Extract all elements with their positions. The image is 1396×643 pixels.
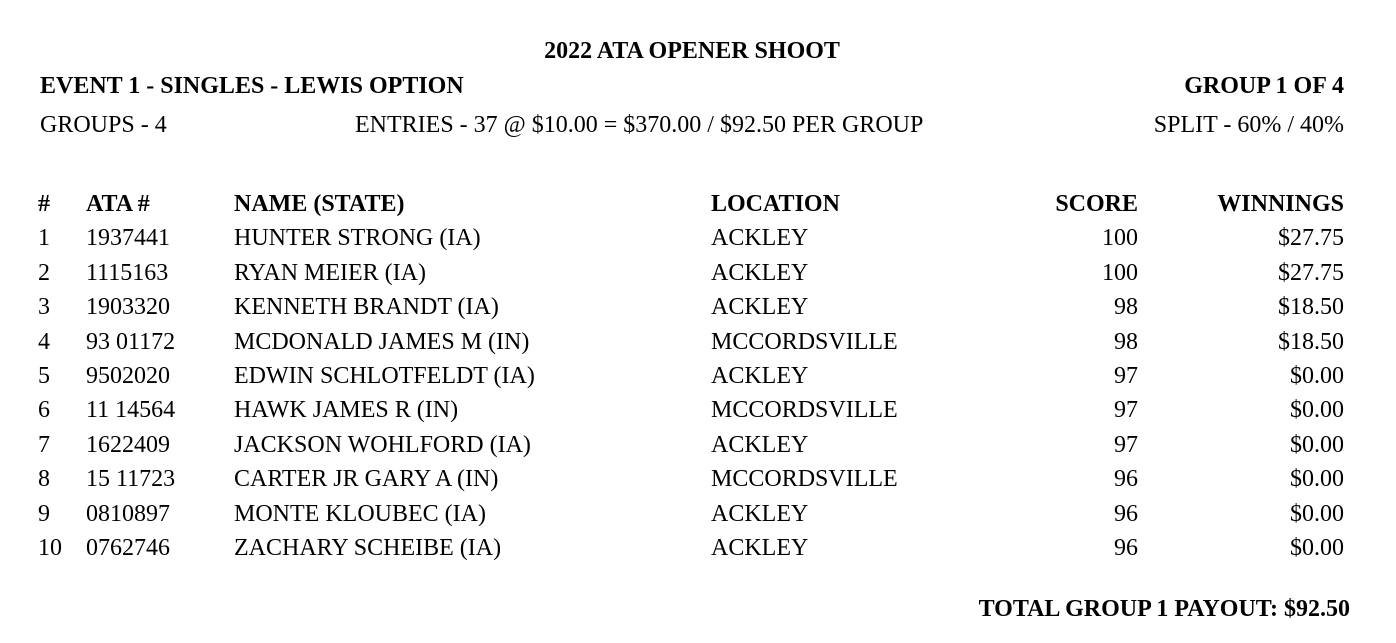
row-winnings: $0.00	[1290, 432, 1344, 458]
row-winnings: $0.00	[1290, 363, 1344, 389]
row-score: 98	[1114, 294, 1138, 320]
row-rank: 1	[38, 225, 50, 251]
row-location: MCCORDSVILLE	[711, 397, 898, 423]
row-name: HUNTER STRONG (IA)	[234, 225, 481, 251]
row-rank: 10	[38, 535, 62, 561]
report-title: 2022 ATA OPENER SHOOT	[544, 38, 840, 64]
row-ata-number: 0762746	[86, 535, 170, 561]
table-row	[0, 433, 1396, 467]
row-location: ACKLEY	[711, 535, 809, 561]
event-title: EVENT 1 - SINGLES - LEWIS OPTION	[40, 73, 464, 99]
row-score: 97	[1114, 363, 1138, 389]
table-row	[0, 295, 1396, 329]
row-score: 96	[1114, 535, 1138, 561]
row-score: 97	[1114, 397, 1138, 423]
table-row	[0, 467, 1396, 501]
row-location: ACKLEY	[711, 432, 809, 458]
row-score: 98	[1114, 329, 1138, 355]
row-winnings: $18.50	[1278, 329, 1344, 355]
row-score: 100	[1102, 260, 1138, 286]
row-location: ACKLEY	[711, 501, 809, 527]
row-name: ZACHARY SCHEIBE (IA)	[234, 535, 502, 561]
row-name: EDWIN SCHLOTFELDT (IA)	[234, 363, 535, 389]
row-rank: 2	[38, 260, 50, 286]
row-ata-number: 9502020	[86, 363, 170, 389]
row-score: 96	[1114, 466, 1138, 492]
table-row	[0, 261, 1396, 295]
row-ata-number: 1115163	[86, 260, 169, 286]
row-rank: 6	[38, 397, 50, 423]
row-name: HAWK JAMES R (IN)	[234, 397, 459, 423]
row-ata-number: 93 01172	[86, 329, 176, 355]
row-name: JACKSON WOHLFORD (IA)	[234, 432, 531, 458]
row-score: 100	[1102, 225, 1138, 251]
column-header-ata: ATA #	[86, 191, 150, 217]
row-rank: 7	[38, 432, 50, 458]
row-winnings: $18.50	[1278, 294, 1344, 320]
total-payout: TOTAL GROUP 1 PAYOUT: $92.50	[978, 596, 1350, 622]
row-rank: 4	[38, 329, 50, 355]
table-row	[0, 536, 1396, 570]
column-header-score: SCORE	[1055, 191, 1138, 217]
row-rank: 9	[38, 501, 50, 527]
row-name: MONTE KLOUBEC (IA)	[234, 501, 486, 527]
column-header-winnings: WINNINGS	[1217, 191, 1344, 217]
row-location: MCCORDSVILLE	[711, 466, 898, 492]
row-rank: 5	[38, 363, 50, 389]
row-rank: 3	[38, 294, 50, 320]
row-ata-number: 0810897	[86, 501, 170, 527]
row-name: RYAN MEIER (IA)	[234, 260, 426, 286]
row-winnings: $0.00	[1290, 535, 1344, 561]
row-ata-number: 1937441	[86, 225, 170, 251]
row-location: MCCORDSVILLE	[711, 329, 898, 355]
row-location: ACKLEY	[711, 225, 809, 251]
row-location: ACKLEY	[711, 260, 809, 286]
row-location: ACKLEY	[711, 294, 809, 320]
table-row	[0, 226, 1396, 260]
table-row	[0, 398, 1396, 432]
column-header-name: NAME (STATE)	[234, 191, 405, 217]
row-winnings: $0.00	[1290, 466, 1344, 492]
table-row	[0, 364, 1396, 398]
row-ata-number: 1903320	[86, 294, 170, 320]
table-row	[0, 330, 1396, 364]
row-ata-number: 15 11723	[86, 466, 176, 492]
row-rank: 8	[38, 466, 50, 492]
group-label: GROUP 1 OF 4	[1184, 73, 1344, 99]
row-winnings: $0.00	[1290, 501, 1344, 527]
column-header-num: #	[38, 191, 50, 217]
table-header-row	[0, 192, 1396, 226]
row-name: MCDONALD JAMES M (IN)	[234, 329, 530, 355]
split-info: SPLIT - 60% / 40%	[1153, 112, 1344, 138]
groups-count: GROUPS - 4	[40, 112, 167, 138]
row-name: CARTER JR GARY A (IN)	[234, 466, 499, 492]
row-score: 97	[1114, 432, 1138, 458]
entries-summary: ENTRIES - 37 @ $10.00 = $370.00 / $92.50 PER GROUP	[355, 112, 924, 138]
row-winnings: $27.75	[1278, 225, 1344, 251]
row-ata-number: 1622409	[86, 432, 170, 458]
row-score: 96	[1114, 501, 1138, 527]
row-location: ACKLEY	[711, 363, 809, 389]
row-name: KENNETH BRANDT (IA)	[234, 294, 499, 320]
row-ata-number: 11 14564	[86, 397, 176, 423]
column-header-location: LOCATION	[711, 191, 840, 217]
table-row	[0, 502, 1396, 536]
row-winnings: $27.75	[1278, 260, 1344, 286]
row-winnings: $0.00	[1290, 397, 1344, 423]
